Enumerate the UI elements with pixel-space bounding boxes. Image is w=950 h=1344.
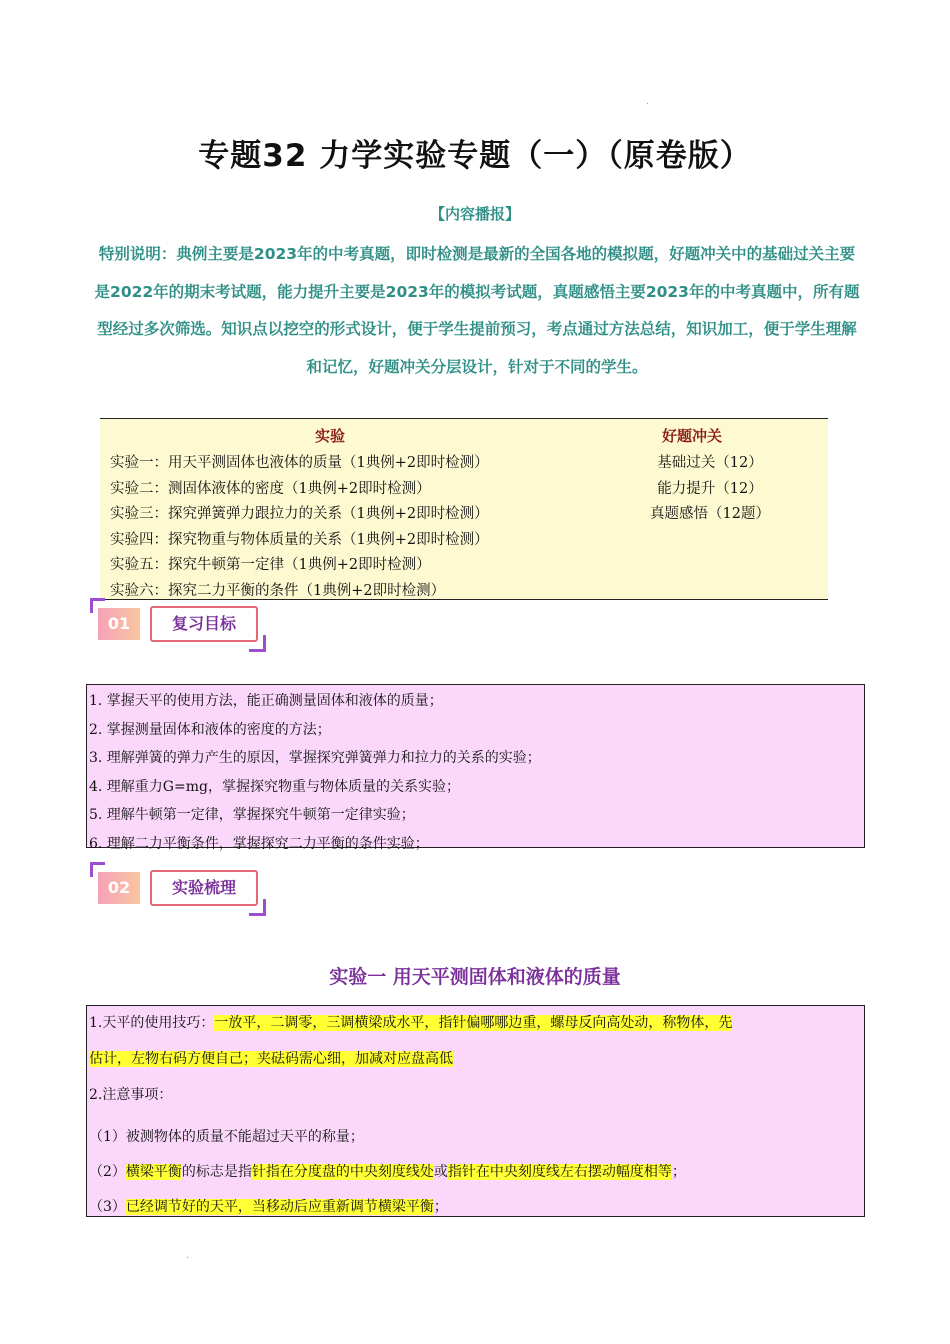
page-title: 专题32 力学实验专题（一）（原卷版） [198, 138, 752, 174]
intro-text: 特别说明：典例主要是2023年的中考真题，即时检测是最新的全国各地的模拟题，好题冲关中的基础过关主要是2022年的期末考试题，能力提升主要是2023年的模拟考试题，真题感悟主要2023年的中考真题中，所有题型经过多次筛选。知识点以挖空的形式设计，便于学生提前预习，考点通过方法总结，知识加工，便于学生理解和记忆，好题冲关分层设计，针对于不同的学生。 [94, 245, 860, 376]
goal-item: 1. 掌握天平的使用方法，能正确测量固体和液体的质量； [89, 693, 443, 709]
text: （2） [89, 1164, 126, 1180]
toc-header-practice: 好题冲关 [662, 427, 723, 445]
highlighted-text: 一放平，二调零，三调横梁成水平，指针偏哪哪边重，螺母反向高处动，称物体，先 [214, 1015, 733, 1031]
toc-experiment: 实验一：用天平测固体也液体的质量（1典例+2即时检测） [110, 455, 489, 471]
toc-experiment-list [110, 451, 489, 605]
badge-number: 01 [98, 608, 140, 640]
goal-item: 5. 理解牛顿第一定律，掌握探究牛顿第一定律实验； [89, 807, 415, 824]
toc-header-experiments: 实验 [315, 427, 346, 445]
goal-item: 2. 掌握测量固体和液体的密度的方法； [89, 721, 331, 738]
badge-label: 复习目标 [150, 606, 258, 642]
exp-line-5 [89, 1161, 686, 1181]
toc-experiment: 实验四：探究物重与物体质量的关系（1典例+2即时检测） [110, 531, 489, 548]
intro-heading: 【内容播报】 [429, 205, 520, 223]
experiment-one-box [86, 1005, 865, 1217]
text: ； [671, 1164, 686, 1180]
goal-item: 4. 理解重力G=mg，掌握探究物重与物体质量的关系实验； [89, 778, 460, 795]
badge-number: 02 [98, 872, 140, 904]
text: ； [433, 1199, 448, 1215]
scan-dot: . [186, 1250, 190, 1261]
exp-line-6 [89, 1196, 448, 1216]
toc-practice: 真题感悟（12题） [650, 506, 770, 523]
toc-experiment: 实验二：测固体液体的密度（1典例+2即时检测） [110, 480, 431, 497]
exp-line-3: 2.注意事项： [89, 1087, 173, 1103]
highlighted-text: 估计，左物右码方便自己；夹砝码需心细，加减对应盘高低 [89, 1051, 453, 1067]
text: 或 [433, 1164, 448, 1180]
badge-corner [249, 635, 266, 652]
review-goals-box [86, 684, 865, 852]
exp-line-4: （1）被测物体的质量不能超过天平的称量； [89, 1129, 364, 1145]
toc-practice-list [620, 451, 800, 528]
highlighted-text: 针指在分度盘的中央刻度线处 [251, 1164, 434, 1180]
text: 的标志是指 [181, 1164, 252, 1180]
toc-practice: 能力提升（12） [657, 480, 763, 497]
experiment-one-title: 实验一 用天平测固体和液体的质量 [329, 966, 621, 988]
section-badge-experiment-review [90, 862, 270, 916]
highlighted-text: 横梁平衡 [125, 1164, 182, 1180]
highlighted-text: 指针在中央刻度线左右摆动幅度相等 [447, 1164, 672, 1180]
highlighted-text: 已经调节好的天平，当移动后应重新调节横梁平衡 [125, 1199, 434, 1215]
badge-corner [249, 899, 266, 916]
goal-item: 6. 理解二力平衡条件，掌握探究二力平衡的条件实验； [89, 835, 429, 852]
toc-experiment: 实验三：探究弹簧弹力跟拉力的关系（1典例+2即时检测） [110, 506, 489, 523]
text: （3） [89, 1199, 126, 1215]
section-badge-review-goals [90, 598, 270, 652]
contents-table [100, 418, 828, 600]
exp-line-2 [89, 1048, 453, 1068]
toc-practice: 基础过关（12） [657, 455, 763, 471]
badge-label: 实验梳理 [150, 870, 258, 906]
exp-line-1 [89, 1012, 732, 1032]
toc-experiment: 实验六：探究二力平衡的条件（1典例+2即时检测） [110, 582, 446, 599]
toc-experiment: 实验五：探究牛顿第一定律（1典例+2即时检测） [110, 557, 431, 574]
text: 1.天平的使用技巧： [89, 1015, 215, 1031]
scan-dot: . [646, 96, 650, 107]
goal-item: 3. 理解弹簧的弹力产生的原因，掌握探究弹簧弹力和拉力的关系的实验； [89, 750, 541, 767]
